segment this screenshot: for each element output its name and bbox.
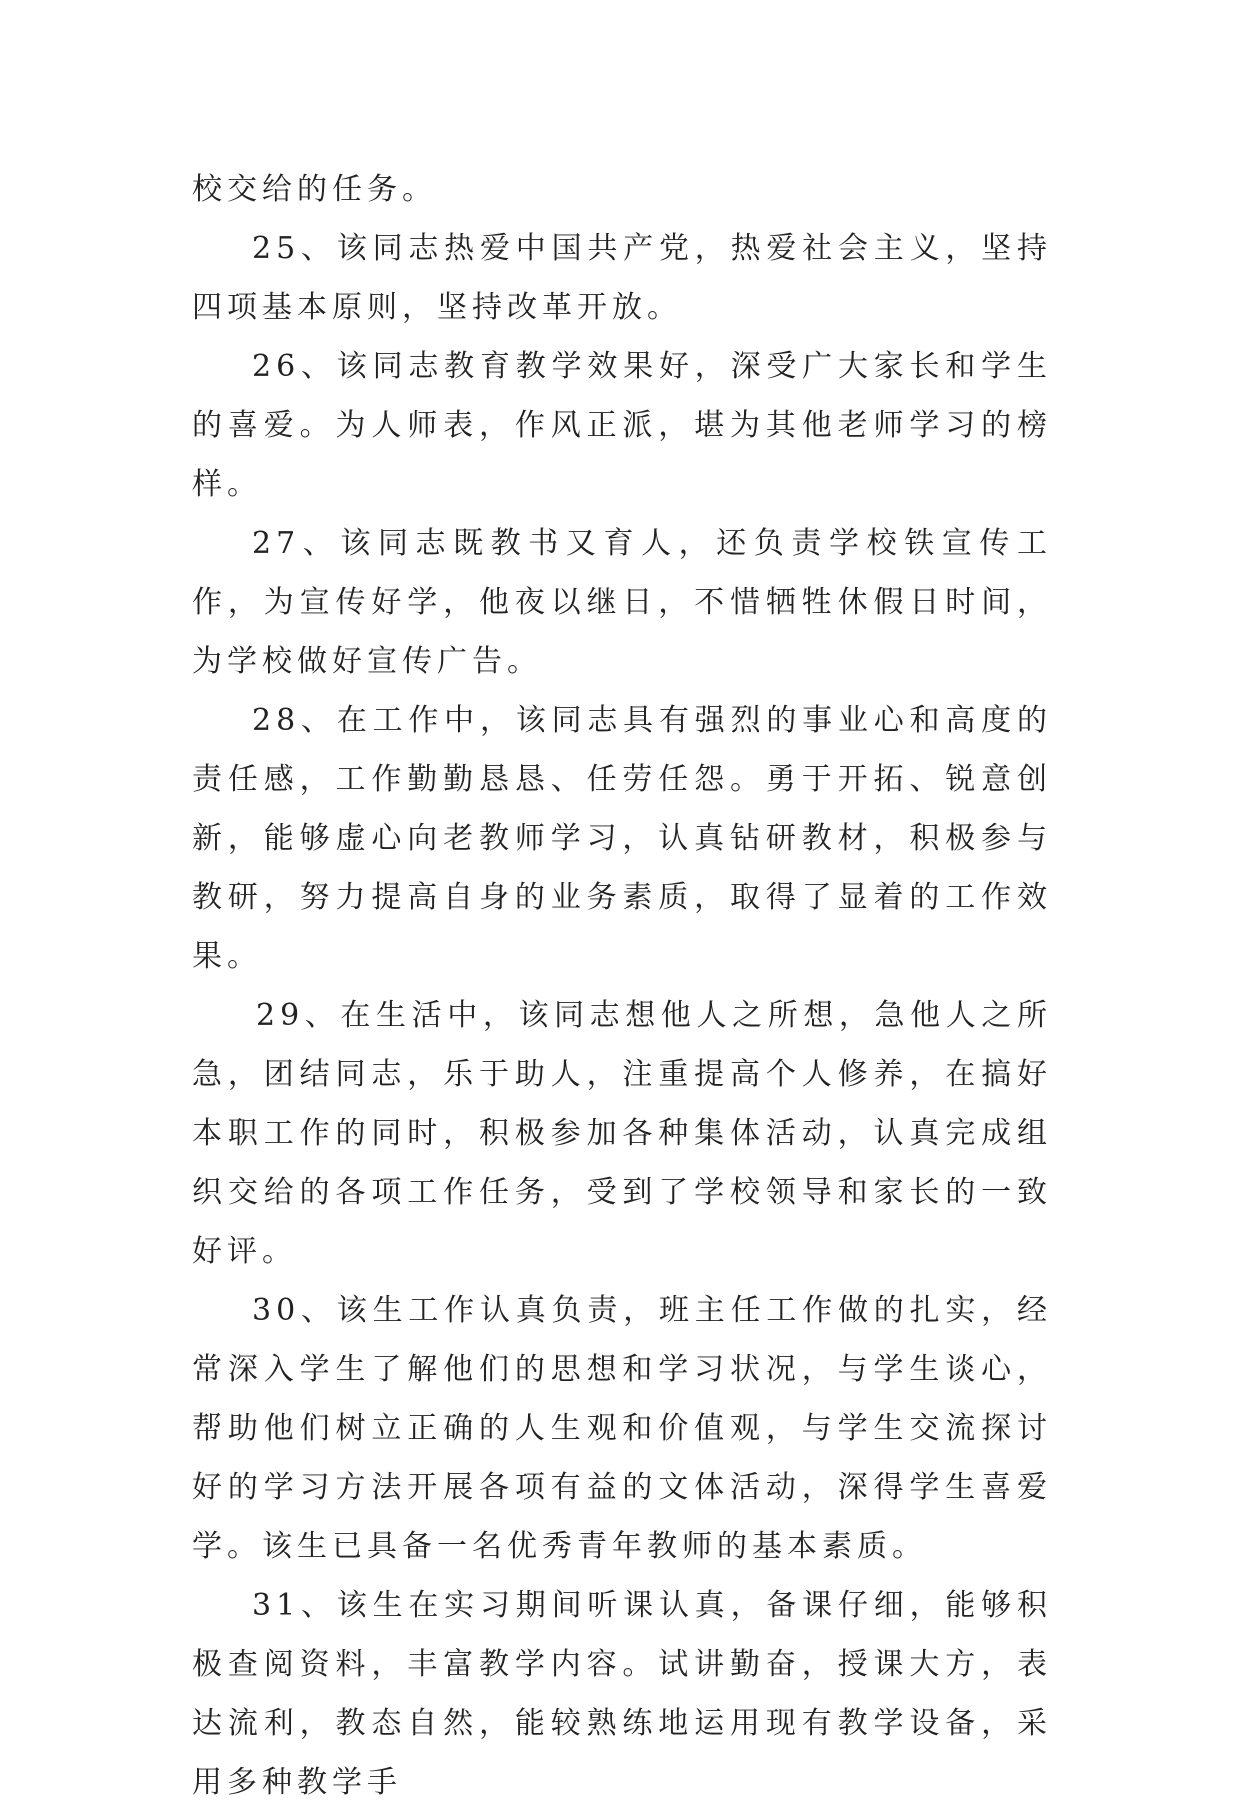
paragraph-27: 27、该同志既教书又育人，还负责学校铁宣传工作，为宣传好学，他夜以继日，不惜牺牲休假日时间，为学校做好宣传广告。: [192, 526, 1052, 679]
paragraph-29: 29、在生活中，该同志想他人之所想，急他人之所急，团结同志，乐于助人，注重提高个人修养，在搞好本职工作的同时，积极参加各种集体活动，认真完成组织交给的各项工作任务，受到了学校领导和家长的一致好评。: [192, 998, 1052, 1269]
paragraph-30: 30、该生工作认真负责，班主任工作做的扎实，经常深入学生了解他们的思想和学习状况，与学生谈心，帮助他们树立正确的人生观和价值观，与学生交流探讨好的学习方法开展各项有益的文体活动，深得学生喜爱学。该生已具备一名优秀青年教师的基本素质。: [192, 1293, 1052, 1564]
paragraph-31: 31、该生在实习期间听课认真，备课仔细，能够积极查阅资料，丰富教学内容。试讲勤奋，授课大方，表达流利，教态自然，能较熟练地运用现有教学设备，采用多种教学手: [192, 1588, 1052, 1800]
paragraph-25: 25、该同志热爱中国共产党，热爱社会主义，坚持四项基本原则，坚持改革开放。: [192, 231, 1052, 325]
document-body: [192, 160, 1052, 1812]
paragraph-28: 28、在工作中，该同志具有强烈的事业心和高度的责任感，工作勤勤恳恳、任劳任怨。勇于开拓、锐意创新，能够虚心向老教师学习，认真钻研教材，积极参与教研，努力提高自身的业务素质，取得了显着的工作效果。: [192, 703, 1052, 974]
paragraph-continuation: 校交给的任务。: [192, 172, 437, 207]
paragraph-26: 26、该同志教育教学效果好，深受广大家长和学生的喜爱。为人师表，作风正派，堪为其他老师学习的榜样。: [192, 349, 1052, 502]
